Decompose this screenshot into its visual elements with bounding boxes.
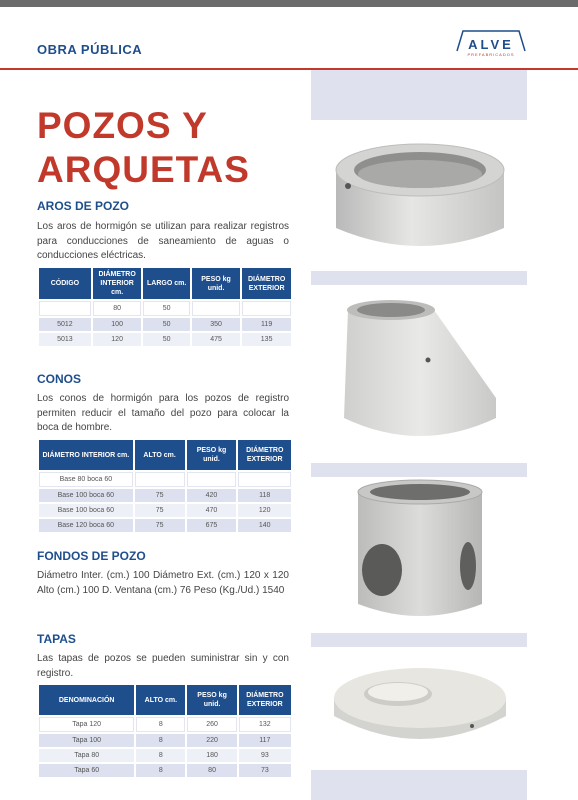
table-row (39, 519, 291, 532)
tapa-photo (322, 654, 518, 764)
table-row (39, 489, 291, 502)
conos-cell: 140 (238, 519, 291, 532)
fondos-heading: FONDOS DE POZO (37, 549, 146, 563)
conos-cell (187, 472, 237, 487)
fondo-photo (322, 478, 518, 628)
table-row (39, 318, 291, 331)
conos-cell: Base 100 boca 60 (39, 489, 133, 502)
tapas-cell: Tapa 100 (39, 734, 134, 747)
aros-cell: 5013 (39, 333, 91, 346)
conos-cell: 75 (135, 504, 185, 517)
aros-cell: 120 (93, 333, 142, 346)
band-4 (311, 633, 527, 647)
tapas-text: Las tapas de pozos se pueden suministrar sin y con registro. (37, 653, 289, 679)
aros-cell: 350 (192, 318, 240, 331)
aros-header-cell: LARGO cm. (143, 268, 189, 299)
table-row (39, 301, 291, 316)
tapas-cell: Tapa 60 (39, 764, 134, 777)
aros-cell: 119 (242, 318, 291, 331)
conos-header-cell: PESO kg unid. (187, 440, 237, 470)
aros-text: Los aros de hormigón se utilizan para realizar registros para conducciones de saneamiento de aguas o conducciones eléctricas. (37, 221, 289, 261)
band-3 (311, 463, 527, 477)
conos-heading: CONOS (37, 372, 82, 386)
tapas-cell: 117 (239, 734, 291, 747)
logo-subtitle: PREFABRICADOS (467, 52, 515, 57)
tapas-cell: 8 (136, 764, 185, 777)
conos-header-cell: DIÁMETRO EXTERIOR (238, 440, 291, 470)
page-title-line2: ARQUETAS (37, 149, 250, 190)
tapas-cell: 260 (187, 717, 236, 732)
conos-cell: 420 (187, 489, 237, 502)
tapas-cell: 220 (187, 734, 236, 747)
tapas-cell: 8 (136, 717, 185, 732)
table-row (39, 749, 291, 762)
page-title-line1: POZOS Y (37, 105, 208, 146)
conos-header-cell: DIÁMETRO INTERIOR cm. (39, 440, 133, 470)
conos-table (37, 438, 293, 534)
section-label: OBRA PÚBLICA (37, 42, 143, 57)
aros-cell: 50 (143, 301, 189, 316)
tapas-cell: Tapa 80 (39, 749, 134, 762)
aros-cell: 475 (192, 333, 240, 346)
tapas-cell: 132 (239, 717, 291, 732)
tapas-header-cell: DIÁMETRO EXTERIOR (239, 685, 291, 715)
logo-brand: ALVE (468, 37, 514, 52)
band-2 (311, 271, 527, 285)
aros-header-cell: CÓDIGO (39, 268, 91, 299)
conos-cell: Base 120 boca 60 (39, 519, 133, 532)
tapas-heading: TAPAS (37, 632, 76, 646)
table-row (39, 333, 291, 346)
fondos-text: Diámetro Inter. (cm.) 100 Diámetro Ext. (cm.) 120 x 120 Alto (cm.) 100 D. Ventana (cm.) 76 Peso (Kg./Ud.) 1540 (37, 570, 289, 596)
aros-cell: 100 (93, 318, 142, 331)
tapas-cell: 180 (187, 749, 236, 762)
aros-heading: AROS DE POZO (37, 199, 130, 213)
conos-cell: 120 (238, 504, 291, 517)
conos-header-cell: ALTO cm. (135, 440, 185, 470)
conos-cell: 675 (187, 519, 237, 532)
cono-photo (322, 296, 518, 456)
conos-cell: 75 (135, 489, 185, 502)
aros-cell (242, 301, 291, 316)
conos-cell: 118 (238, 489, 291, 502)
aros-cell: 135 (242, 333, 291, 346)
tapas-cell: 73 (239, 764, 291, 777)
tapas-table (37, 683, 293, 779)
tapas-header-cell: PESO kg unid. (187, 685, 236, 715)
conos-cell: 470 (187, 504, 237, 517)
tapas-cell: 93 (239, 749, 291, 762)
page-title (37, 104, 297, 192)
conos-cell: 75 (135, 519, 185, 532)
band-top (311, 70, 527, 120)
table-row (39, 734, 291, 747)
conos-cell: Base 100 boca 60 (39, 504, 133, 517)
aros-header-cell: DIÁMETRO EXTERIOR (242, 268, 291, 299)
aro-photo (322, 128, 518, 268)
aros-header-cell: DIÁMETRO INTERIOR cm. (93, 268, 142, 299)
table-row (39, 504, 291, 517)
aros-cell (192, 301, 240, 316)
top-bar (0, 0, 578, 7)
aros-cell (39, 301, 91, 316)
alve-logo (455, 29, 527, 59)
conos-cell: Base 80 boca 60 (39, 472, 133, 487)
conos-cell (135, 472, 185, 487)
aros-table (37, 266, 293, 348)
band-bottom (311, 770, 527, 800)
table-row (39, 717, 291, 732)
tapas-header-cell: DENOMINACIÓN (39, 685, 134, 715)
table-row (39, 764, 291, 777)
aros-cell: 50 (143, 333, 189, 346)
aros-cell: 80 (93, 301, 142, 316)
conos-text: Los conos de hormigón para los pozos de registro permiten reducir el tamaño del pozo para colocar la boca de hombre. (37, 393, 289, 433)
tapas-header-cell: ALTO cm. (136, 685, 185, 715)
tapas-cell: 8 (136, 734, 185, 747)
tapas-cell: Tapa 120 (39, 717, 134, 732)
tapas-cell: 8 (136, 749, 185, 762)
aros-cell: 5012 (39, 318, 91, 331)
table-row (39, 472, 291, 487)
aros-cell: 50 (143, 318, 189, 331)
tapas-cell: 80 (187, 764, 236, 777)
aros-header-cell: PESO kg unid. (192, 268, 240, 299)
conos-cell (238, 472, 291, 487)
